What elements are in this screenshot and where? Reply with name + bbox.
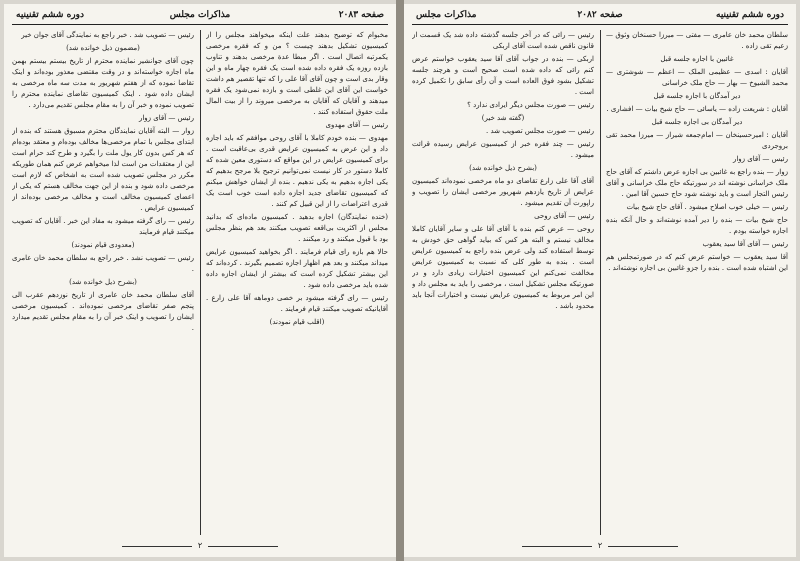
paragraph: (بشرح ذیل خوانده شد) [69, 278, 137, 286]
page-number-label: صفحه ۲۰۸۲ [577, 10, 623, 20]
paragraph: (اقلب قیام نمودند) [269, 318, 325, 326]
paragraph: اربکی — بنده در جواب آقای آقا سید یعقوب خواستم عرض کنم رائی که داده شده است صحیح است و هرچند جلسه تشکیل بشود فوق العاده است و آن رأی سابق را تکمیل کرده است . [412, 55, 594, 96]
paragraph: آقای آقا علی زارع تقاضای دو ماه مرخصی نموده‌اند کمیسیون عرایض از تاریخ یازدهم شهریور مرخصی ایشان را تصویب و راپورت آن تقدیم میشود . [412, 177, 594, 207]
paragraph: آقایان : اسدی — عظیمی الملک — اعظم — شوشتری — محمد الشیوخ — بهار — حاج ملک خراسانی [606, 68, 788, 87]
left-page [4, 4, 396, 557]
left-column [12, 30, 194, 535]
header-rule [12, 24, 388, 25]
session-label: دوره ششم تقنینیه [716, 10, 784, 20]
paragraph: چون آقای جوانشیر نماینده محترم از تاریخ بیستم بیستم بهمن ماه اجازه خواسته‌اند و در وقت مقتضی معذور بوده‌اند و اینک تقاضا نموده که از هفتم شهریور به مدت سه ماه مرخصی به ایشان داده شود . اینک کمیسیون تقاضای نماینده محترم را تصویب نموده و خبر آن را به مقام مجلس تقدیم می‌دارد . [12, 57, 194, 109]
paragraph: مهدوی — بنده خودم کاملا با آقای روحی موافقم که باید اجازه داد و این عرض به کمیسیون عرایض قدری بی‌عاقبت است . برای کمیسیون عرایض در این مواقع که دستوری معین شده که کاملا دستور در کار نیست نمی‌توانیم ترجیح بلا مرجح بدهیم که یکی اجازه بدهیم به یکی ندهیم . بنده از ایشان خواهش میکنم که کمیسیون تقاضای جدید اجازه داده است خوب است یک قدری اعتراضات را از این قبیل کم کنند . [206, 134, 388, 208]
paragraph: دیر آمدگان با اجازه جلسه قبل [653, 92, 741, 100]
paragraph: (مضمون ذیل خوانده شد) [66, 44, 140, 52]
right-page [404, 4, 796, 557]
text-columns [412, 30, 788, 535]
paragraph: حالا هم بازه رای قیام فرمایند . اگر بخواهید کمیسیون عرایض میداند میکنند و بعد هم اظهار اجازه تصمیم بگیرند . کرده‌اند که این بیشتر تشکیل کرده است که بیشتر از ایشان اجازه داده شده باید مرخصی داده شود . [206, 248, 388, 289]
paragraph: رئیس — تصویب شد . خبر راجع به نمایندگی آقای جوان خیر [21, 31, 194, 39]
paragraph: رئیس — آقای مهدوی [325, 121, 388, 129]
book-gutter [396, 0, 404, 561]
paragraph: رئیس — صورت مجلس تصویب شد . [486, 127, 594, 135]
page-header [412, 8, 788, 24]
paragraph: زوار — بنده راجع به غائبین بی اجازه عرض داشتم که آقای حاج ملک خراسانی نوشته اند در سورتیکه حاج ملک خراسانی و آقای رئیس التجار است و باید نوشته شود حاج حسین آقا امین . [606, 168, 788, 198]
page-number-label: صفحه ۲۰۸۳ [338, 10, 384, 20]
paragraph: رئیس — رای گرفته میشود به مفاد این خبر . آقایان که تصویب میکنند قیام فرمایند [12, 217, 194, 236]
header-rule [412, 24, 788, 25]
page-title: مذاکرات مجلس [169, 10, 231, 20]
paragraph: رئیس — آقای روحی [534, 212, 594, 220]
folio [404, 541, 796, 553]
paragraph: مخبوام که توضیح بدهند علت اینکه میخواهند مجلس را از کمیسیون تشکیل بدهند چیست ؟ من و که فقره مرخصی یکمرتبه اتصال است . اگر مبطا عدة مرخصی بدهند و تناوب بازده روزه یک فقره داده شده است یک فقره چهار ماه و این وقار بدی است و چون آقای آقا علی را که تنها تقصیر هم داشت خواست این آقای این غلطی است و بازده نمی‌شود یک فقره میدهند و آقایان که آقایان به مرخصی میروند را از بیت المال ملت حقوق استفاده کنند . [206, 31, 388, 116]
paragraph: (خنده نمایندگان) اجازه بدهید . کمیسیون ماده‌ای که بدانید مجلس از اکثریت بی‌اقعه تصویب میکنند بعد هم بنظر مجلس بود با قبول میکنند و رد میکنند . [206, 213, 388, 243]
column-divider [600, 30, 601, 535]
folio-number: ۲ [597, 541, 603, 550]
paragraph: زوار — البته آقایان نمایندگان محترم مسبوق هستند که بنده از ابتدای مجلس با تمام مرخصی‌ها مخالف بوده‌ام و معتقد بوده‌ام که هر کس بدون کار یول ملت را بگیرد و طرح کند حرام است این از معتقدات من است لذا میخواهم عرض کنم همان طوریکه مکرر در مجلس تصویب شده است به اشخاص که لازم است مرخصی داده شود و بنده از این جهت مخالف هستم که یکی از اعضای کمیسیون مخالف است و مخالف مرخصی بوده‌اند از کمیسیون عرایض . [12, 127, 194, 212]
paragraph: آقا سید یعقوب — خواستم عرض کنم که در صورتمجلس هم این اشتباه شده است . بنده را جزو غائبین بی اجازه نوشته‌اند . [606, 253, 788, 272]
right-column [206, 30, 388, 535]
page-title: مذاکرات مجلس [416, 10, 477, 20]
folio-number: ۲ [197, 541, 203, 550]
page-header [12, 8, 388, 24]
session-label: دوره ششم تقنینیه [16, 10, 84, 20]
paragraph: حاج شیخ بیات — بنده را دیر آمده نوشته‌اند و حال آنکه بنده اجازه خواسته بودم . [606, 216, 788, 235]
paragraph: (معدودی قیام نمودند) [71, 241, 135, 249]
paragraph: رئیس — چند فقره خبر از کمیسیون عرایض رسیده قرائت میشود . [412, 140, 594, 159]
paragraph: (گفته شد خیر) [481, 114, 525, 122]
paragraph: رئیس — تصویب نشد . خبر راجع به سلطان محمد خان عامری . [12, 254, 194, 273]
folio [4, 541, 396, 553]
paragraph: رئیس — صورت مجلس دیگر ایرادی ندارد ؟ [467, 101, 594, 109]
paragraph: آقایان : شریعت زاده — یاسائی — حاج شیخ بیات — افشاری . [606, 105, 788, 113]
paragraph: رئیس — رای گرفته میشود بر خصی دوماهه آقا علی زارع . آقایانیکه تصویب میکنند قیام فرمایند . [206, 294, 388, 313]
column-divider [200, 30, 201, 535]
paragraph: رئیس — آقای زوار [138, 114, 194, 122]
paragraph: آقای سلطان محمد خان عامری از تاریخ نوزدهم عقرب الی پنجم صفر تقاضای مرخصی نموده‌اند . کمیسیون مرخصی ایشان را تصویب و اینک خبر آن را به مقام مجلس تقدیم میدارد . [12, 291, 194, 332]
paragraph: دیر آمدگان بی اجازه جلسه قبل [651, 118, 743, 126]
paragraph: رئیس — آقای آقا سید یعقوب [702, 240, 788, 248]
left-column [412, 30, 594, 535]
paragraph: آقایان : امیرحسینخان — امام‌جمعه شیراز — میرزا محمد تقی بروجردی [606, 131, 788, 150]
paragraph: روحی — عرض کنم بنده با آقای آقا علی و سایر آقایان کاملا مخالف نیستم و البته هر کس که بیاید گواهی حق خودش به توسط استفاده کند ولی عرض بنده راجع به کمیسیون عرایض است . بنده به طور کلی که نسبت به کمیسیون عرایض مخالفت نمی‌کنم این کمیسیون اختیارات زیادی دارد و در صورتیکه مجلس تشکیل است ، مرخصی را باید به مجلس داد و این امر مربوط به کمیسیون عرایض نیست و اختیارات آنجا باید محدود باشد . [412, 225, 594, 310]
paragraph: سلطان محمد خان عامری — مفتی — میرزا حسنخان وثوق — زعیم تقی زاده . [606, 31, 788, 50]
paragraph: رئیس — آقای زوار [732, 155, 788, 163]
paragraph: غائبین با اجازه جلسه قبل [660, 55, 734, 63]
paragraph: رئیس — خیلی خوب اصلاح میشود . آقای حاج شیخ بیات [626, 203, 788, 211]
paragraph: (بشرح ذیل خوانده شد) [469, 164, 537, 172]
paragraph: رئیس — رائی که در آخر جلسه گذشته داده شد یک قسمت از قانون ناقص شده است آقای اربکی [412, 31, 594, 50]
text-columns [12, 30, 388, 535]
right-column [606, 30, 788, 535]
